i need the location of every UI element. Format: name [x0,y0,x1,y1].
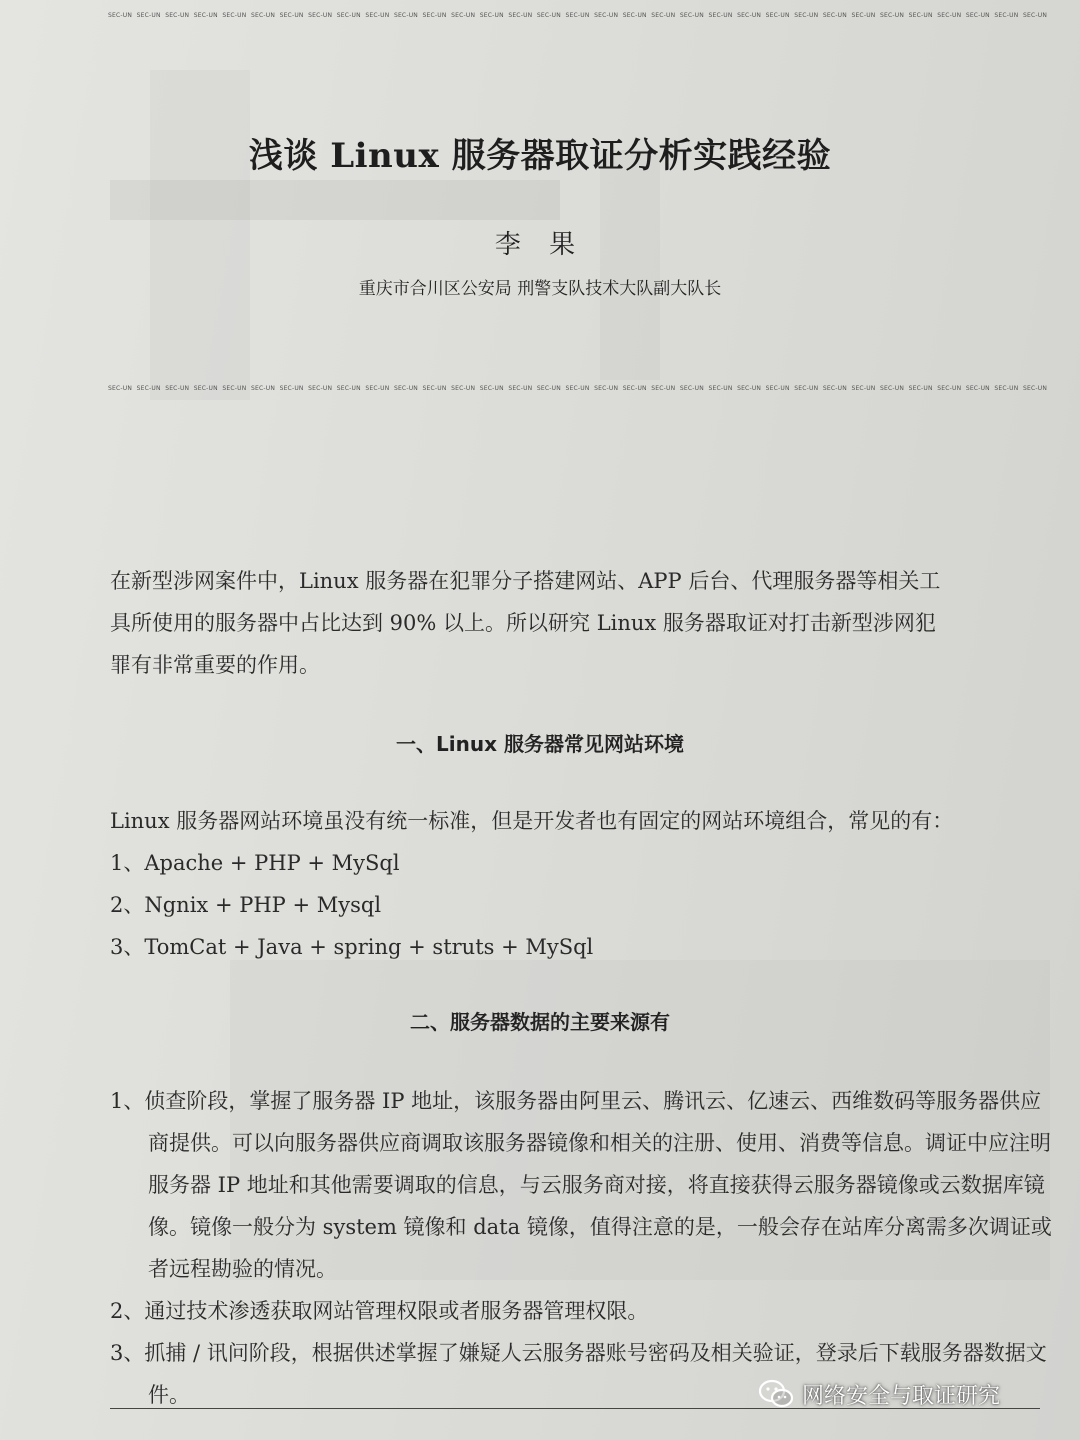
security-strip-label: SEC-UN [851,385,876,392]
security-strip-label: SEC-UN [880,385,905,392]
security-strip-label: SEC-UN [308,385,333,392]
environment-lead: Linux 服务器网站环境虽没有统一标准，但是开发者也有固定的网站环境组合，常见的有： [110,809,954,833]
security-strip-label: SEC-UN [165,12,190,19]
security-strip-label: SEC-UN [422,385,447,392]
watermark-text: 网络安全与取证研究 [802,1383,1001,1409]
security-strip-label: SEC-UN [136,12,161,19]
security-strip-label: SEC-UN [565,385,590,392]
security-strip-label: SEC-UN [794,12,819,19]
security-strip-middle [108,385,1058,395]
security-strip-label: SEC-UN [250,385,276,392]
security-strip-label: SEC-UN [679,12,704,19]
data-source-item: 1、侦查阶段，掌握了服务器 IP 地址，该服务器由阿里云、腾讯云、亿速云、西维数码等服务器供应商提供。可以向服务器供应商调取该服务器镜像和相关的注册、使用、消费等信息。调证中应注明服务器 IP 地址和其他需要调取的信息，与云服务商对接，将直接获得云服务器镜像或云数据库镜像。镜像一般分为 system 镜像和 data 镜像，值得注意的是，一般会存在站库分离需多次调证或者远程勘验的情况。 [110,1089,1052,1281]
security-strip-label: SEC-UN [708,385,733,392]
security-strip-label: SEC-UN [594,12,619,19]
security-strip-label: SEC-UN [365,12,390,19]
security-strip-label: SEC-UN [765,385,790,392]
security-strip-label: SEC-UN [165,385,190,392]
security-strip-label: SEC-UN [508,12,533,19]
security-strip-label: SEC-UN [422,12,447,19]
security-strip-label: SEC-UN [737,385,762,392]
security-strip-label: SEC-UN [937,385,962,392]
security-strip-label: SEC-UN [737,12,762,19]
security-strip-label: SEC-UN [994,12,1019,19]
wechat-icon [758,1379,794,1409]
security-strip-label: SEC-UN [536,385,561,392]
wechat-watermark [758,1374,1000,1414]
environment-item: 3、TomCat + Java + spring + struts + MySql [110,935,594,959]
security-strip-label: SEC-UN [336,12,361,19]
intro-line: 具所使用的服务器中占比达到 90% 以上。所以研究 Linux 服务器取证对打击新型涉网犯 [110,611,936,635]
security-strip-label: SEC-UN [822,385,847,392]
data-source-list [110,1080,1055,1416]
security-strip-label: SEC-UN [279,385,304,392]
security-strip-label: SEC-UN [393,385,418,392]
security-strip-label: SEC-UN [193,12,218,19]
bleed-through-block [600,150,660,380]
security-strip-label: SEC-UN [708,12,733,19]
security-strip-label: SEC-UN [508,385,533,392]
author-affiliation: 重庆市合川区公安局 刑警支队技术大队副大队长 [358,279,722,299]
security-strip-label: SEC-UN [880,12,905,19]
security-strip-label: SEC-UN [451,385,476,392]
section-heading-1: 一、Linux 服务器常见网站环境 [396,732,684,756]
security-strip-label: SEC-UN [908,385,933,392]
environment-item: 2、Ngnix + PHP + Mysql [110,893,382,917]
security-strip-label: SEC-UN [765,12,790,19]
intro-line: 在新型涉网案件中，Linux 服务器在犯罪分子搭建网站、APP 后台、代理服务器等相关工 [110,569,941,593]
data-source-item: 2、通过技术渗透获取网站管理权限或者服务器管理权限。 [110,1299,649,1323]
intro-paragraph [110,560,1055,686]
security-strip-label: SEC-UN [108,12,133,19]
security-strip-label: SEC-UN [994,385,1019,392]
security-strip-top [108,12,1058,22]
security-strip-label: SEC-UN [393,12,418,19]
security-strip-label: SEC-UN [536,12,561,19]
security-strip-label: SEC-UN [594,385,619,392]
security-strip-label: SEC-UN [108,385,133,392]
security-strip-label: SEC-UN [1023,12,1048,19]
security-strip-label: SEC-UN [222,12,247,19]
security-strip-label: SEC-UN [308,12,333,19]
security-strip-label: SEC-UN [622,12,647,19]
security-strip-label: SEC-UN [1023,385,1048,392]
security-strip-label: SEC-UN [965,385,990,392]
security-strip-label: SEC-UN [908,12,933,19]
environment-list [110,800,1055,968]
security-strip-label: SEC-UN [794,385,819,392]
section-heading-2: 二、服务器数据的主要来源有 [410,1010,670,1034]
security-strip-label: SEC-UN [479,385,504,392]
security-strip-label: SEC-UN [479,12,504,19]
environment-item: 1、Apache + PHP + MySql [110,851,400,875]
security-strip-label: SEC-UN [651,12,676,19]
security-strip-label: SEC-UN [822,12,847,19]
security-strip-label: SEC-UN [136,385,161,392]
security-strip-label: SEC-UN [937,12,962,19]
security-strip-label: SEC-UN [622,385,647,392]
data-source-item: 3、抓捕 / 讯问阶段，根据供述掌握了嫌疑人云服务器账号密码及相关验证，登录后下载服务器数据文件。 [110,1341,1047,1407]
security-strip-label: SEC-UN [851,12,876,19]
security-strip-label: SEC-UN [193,385,218,392]
security-strip-label: SEC-UN [451,12,476,19]
security-strip-label: SEC-UN [222,385,247,392]
article-title: 浅谈 Linux 服务器取证分析实践经验 [248,136,832,176]
security-strip-label: SEC-UN [336,385,361,392]
security-strip-label: SEC-UN [279,12,304,19]
security-strip-label: SEC-UN [250,12,276,19]
security-strip-label: SEC-UN [679,385,704,392]
security-strip-label: SEC-UN [565,12,590,19]
security-strip-label: SEC-UN [965,12,990,19]
intro-line: 罪有非常重要的作用。 [110,653,320,677]
article-author: 李 果 [494,230,586,260]
security-strip-label: SEC-UN [651,385,676,392]
security-strip-label: SEC-UN [365,385,390,392]
